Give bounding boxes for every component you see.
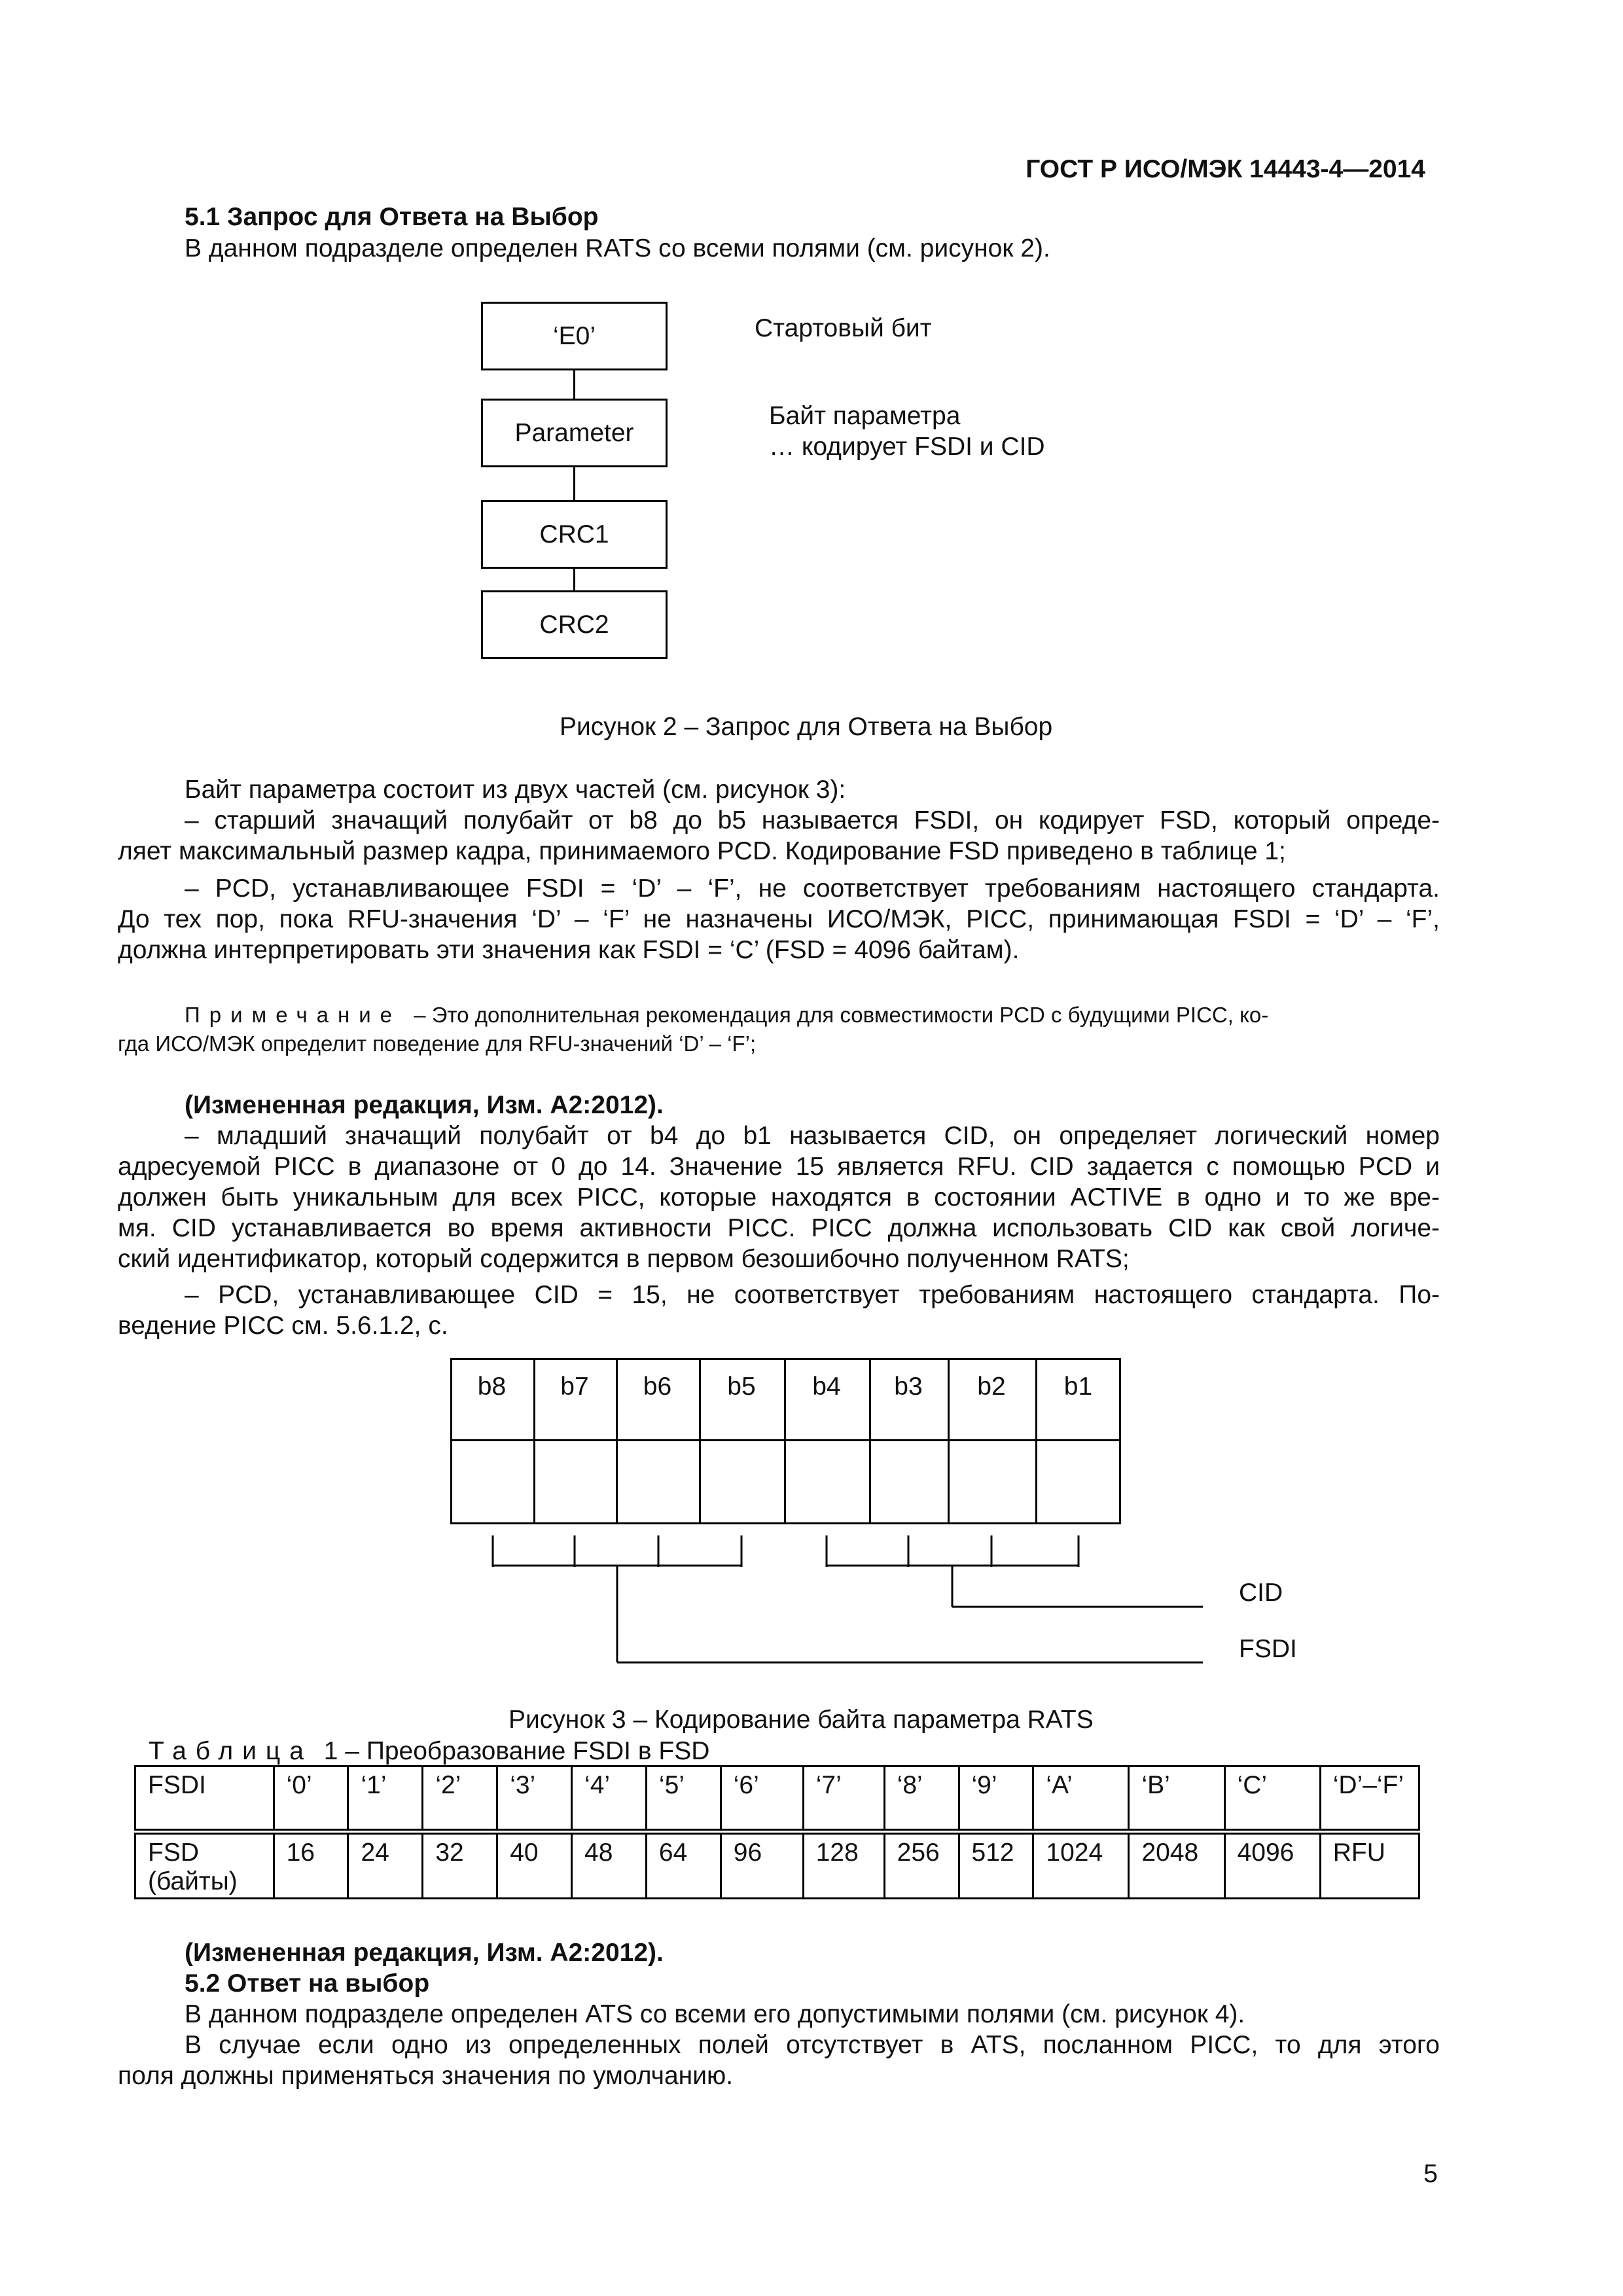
figure-3-caption: Рисунок 3 – Кодирование байта параметра RATS: [508, 1706, 1094, 1734]
box-e0: ‘E0’: [481, 302, 668, 370]
bit-label-b5: b5: [727, 1372, 756, 1401]
table-cell: ‘6’: [721, 1767, 803, 1832]
paragraph-line: До тех пор, пока RFU-значения ‘D’ – ‘F’ не назначены ИСО/МЭК, PICC, принимающая FSDI = ‘D’ – ‘F’,: [118, 905, 1440, 933]
table-1-label: Таблица: [149, 1737, 313, 1765]
table-cell: 512: [959, 1832, 1033, 1899]
table-1-title: [149, 1736, 709, 1767]
document-id-header: ГОСТ Р ИСО/МЭК 14443-4—2014: [1026, 155, 1425, 183]
table-cell: ‘5’: [646, 1767, 721, 1832]
table-header-line: FSD: [148, 1839, 199, 1867]
table-cell: 256: [884, 1832, 959, 1899]
bit-label-b2: b2: [977, 1372, 1006, 1401]
table-cell: ‘8’: [884, 1767, 959, 1832]
bit-label-b6: b6: [643, 1372, 672, 1401]
paragraph-line: адресуемой PICC в диапазоне от 0 до 14. Значение 15 является RFU. CID задается с помощью PCD и: [118, 1153, 1440, 1181]
table-cell: ‘9’: [959, 1767, 1033, 1832]
table-cell: 16: [274, 1832, 348, 1899]
paragraph-line: ляет максимальный размер кадра, принимаемого PCD. Кодирование FSD приведено в таблице 1;: [118, 837, 1286, 865]
table-cell: ‘B’: [1129, 1767, 1224, 1832]
table-cell: ‘1’: [348, 1767, 423, 1832]
paragraph-line: Байт параметра состоит из двух частей (см. рисунок 3):: [185, 776, 846, 804]
note-label: Примечание: [185, 1003, 402, 1027]
box-parameter: Parameter: [481, 399, 668, 467]
table-cell: 128: [803, 1832, 884, 1899]
table-cell: ‘4’: [572, 1767, 647, 1832]
label-parameter-byte: Байт параметра: [769, 402, 961, 430]
page-number: 5: [1423, 2160, 1438, 2188]
amendment-note: (Измененная редакция, Изм. А2:2012).: [185, 1091, 664, 1119]
fsdi-to-fsd-table: [134, 1765, 1420, 1899]
table-header-line: (байты): [148, 1867, 238, 1895]
box-crc1: CRC1: [481, 500, 668, 569]
table-cell: 40: [497, 1832, 572, 1899]
bit-label-b4: b4: [812, 1372, 841, 1401]
paragraph-line: мя. CID устанавливается во время активности PICC. PICC должна использовать CID как свой логиче-: [118, 1214, 1440, 1242]
table-cell: ‘7’: [803, 1767, 884, 1832]
box-crc2: CRC2: [481, 590, 668, 659]
section-5-1-intro: В данном подразделе определен RATS со всеми полями (см. рисунок 2).: [185, 234, 1050, 262]
table-row: [135, 1767, 1419, 1832]
label-cid: CID: [1239, 1579, 1283, 1607]
table-cell: ‘0’: [274, 1767, 348, 1832]
bit-label-b8: b8: [477, 1372, 507, 1401]
table-cell: ‘3’: [497, 1767, 572, 1832]
paragraph-line: должен быть уникальным для всех PICC, которые находятся в состоянии ACTIVE в одно и то же вре-: [118, 1183, 1440, 1211]
table-cell: 24: [348, 1832, 423, 1899]
paragraph-line: – старший значащий полубайт от b8 до b5 называется FSDI, он кодирует FSD, который опреде-: [185, 806, 1440, 834]
paragraph-line: В данном подразделе определен ATS со всеми его допустимыми полями (см. рисунок 4).: [185, 2000, 1245, 2028]
bit-label-b3: b3: [894, 1372, 923, 1401]
note-line-2: гда ИСО/МЭК определит поведение для RFU-значений ‘D’ – ‘F’;: [118, 1031, 757, 1056]
table-cell: 2048: [1129, 1832, 1224, 1899]
section-5-1-heading: 5.1 Запрос для Ответа на Выбор: [185, 203, 599, 231]
paragraph-line: – PCD, устанавливающее FSDI = ‘D’ – ‘F’, не соответствует требованиям настоящего стандарта.: [185, 874, 1440, 903]
note-text: – Это дополнительная рекомендация для совместимости PCD с будущими PICC, ко-: [414, 1003, 1269, 1027]
paragraph-line: должна интерпретировать эти значения как FSDI = ‘C’ (FSD = 4096 байтам).: [118, 936, 1020, 964]
table-cell: ‘2’: [423, 1767, 497, 1832]
section-5-2-heading: 5.2 Ответ на выбор: [185, 1969, 430, 1998]
amendment-note: (Измененная редакция, Изм. А2:2012).: [185, 1939, 664, 1967]
bit-label-b7: b7: [560, 1372, 589, 1401]
bit-label-b1: b1: [1063, 1372, 1093, 1401]
table-1-title-text: 1 – Преобразование FSDI в FSD: [323, 1737, 710, 1765]
table-cell: ‘D’–‘F’: [1320, 1767, 1419, 1832]
table-header-cell: FSDI: [135, 1767, 274, 1832]
figure-2-caption: Рисунок 2 – Запрос для Ответа на Выбор: [560, 713, 1053, 741]
paragraph-line: ский идентификатор, который содержится в первом безошибочно полученном RATS;: [118, 1245, 1130, 1273]
table-cell: 32: [423, 1832, 497, 1899]
table-header-cell: [135, 1832, 274, 1899]
paragraph-line: В случае если одно из определенных полей отсутствует в ATS, посланном PICC, то для этого: [185, 2031, 1440, 2059]
paragraph-line: – PCD, устанавливающее CID = 15, не соответствует требованиям настоящего стандарта. По-: [185, 1281, 1440, 1309]
table-cell: ‘C’: [1224, 1767, 1320, 1832]
table-cell: ‘A’: [1033, 1767, 1129, 1832]
table-cell: 48: [572, 1832, 647, 1899]
paragraph-line: ведение PICC см. 5.6.1.2, с.: [118, 1312, 448, 1340]
paragraph-line: поля должны применяться значения по умолчанию.: [118, 2062, 734, 2090]
table-row: [135, 1832, 1419, 1899]
label-parameter-encodes: … кодирует FSDI и CID: [769, 433, 1045, 461]
table-cell: 1024: [1033, 1832, 1129, 1899]
table-cell: 96: [721, 1832, 803, 1899]
label-fsdi: FSDI: [1239, 1635, 1297, 1663]
table-cell: RFU: [1320, 1832, 1419, 1899]
table-cell: 4096: [1224, 1832, 1320, 1899]
paragraph-line: – младший значащий полубайт от b4 до b1 называется CID, он определяет логический номер: [185, 1122, 1440, 1150]
table-cell: 64: [646, 1832, 721, 1899]
label-start-bit: Стартовый бит: [755, 314, 932, 342]
